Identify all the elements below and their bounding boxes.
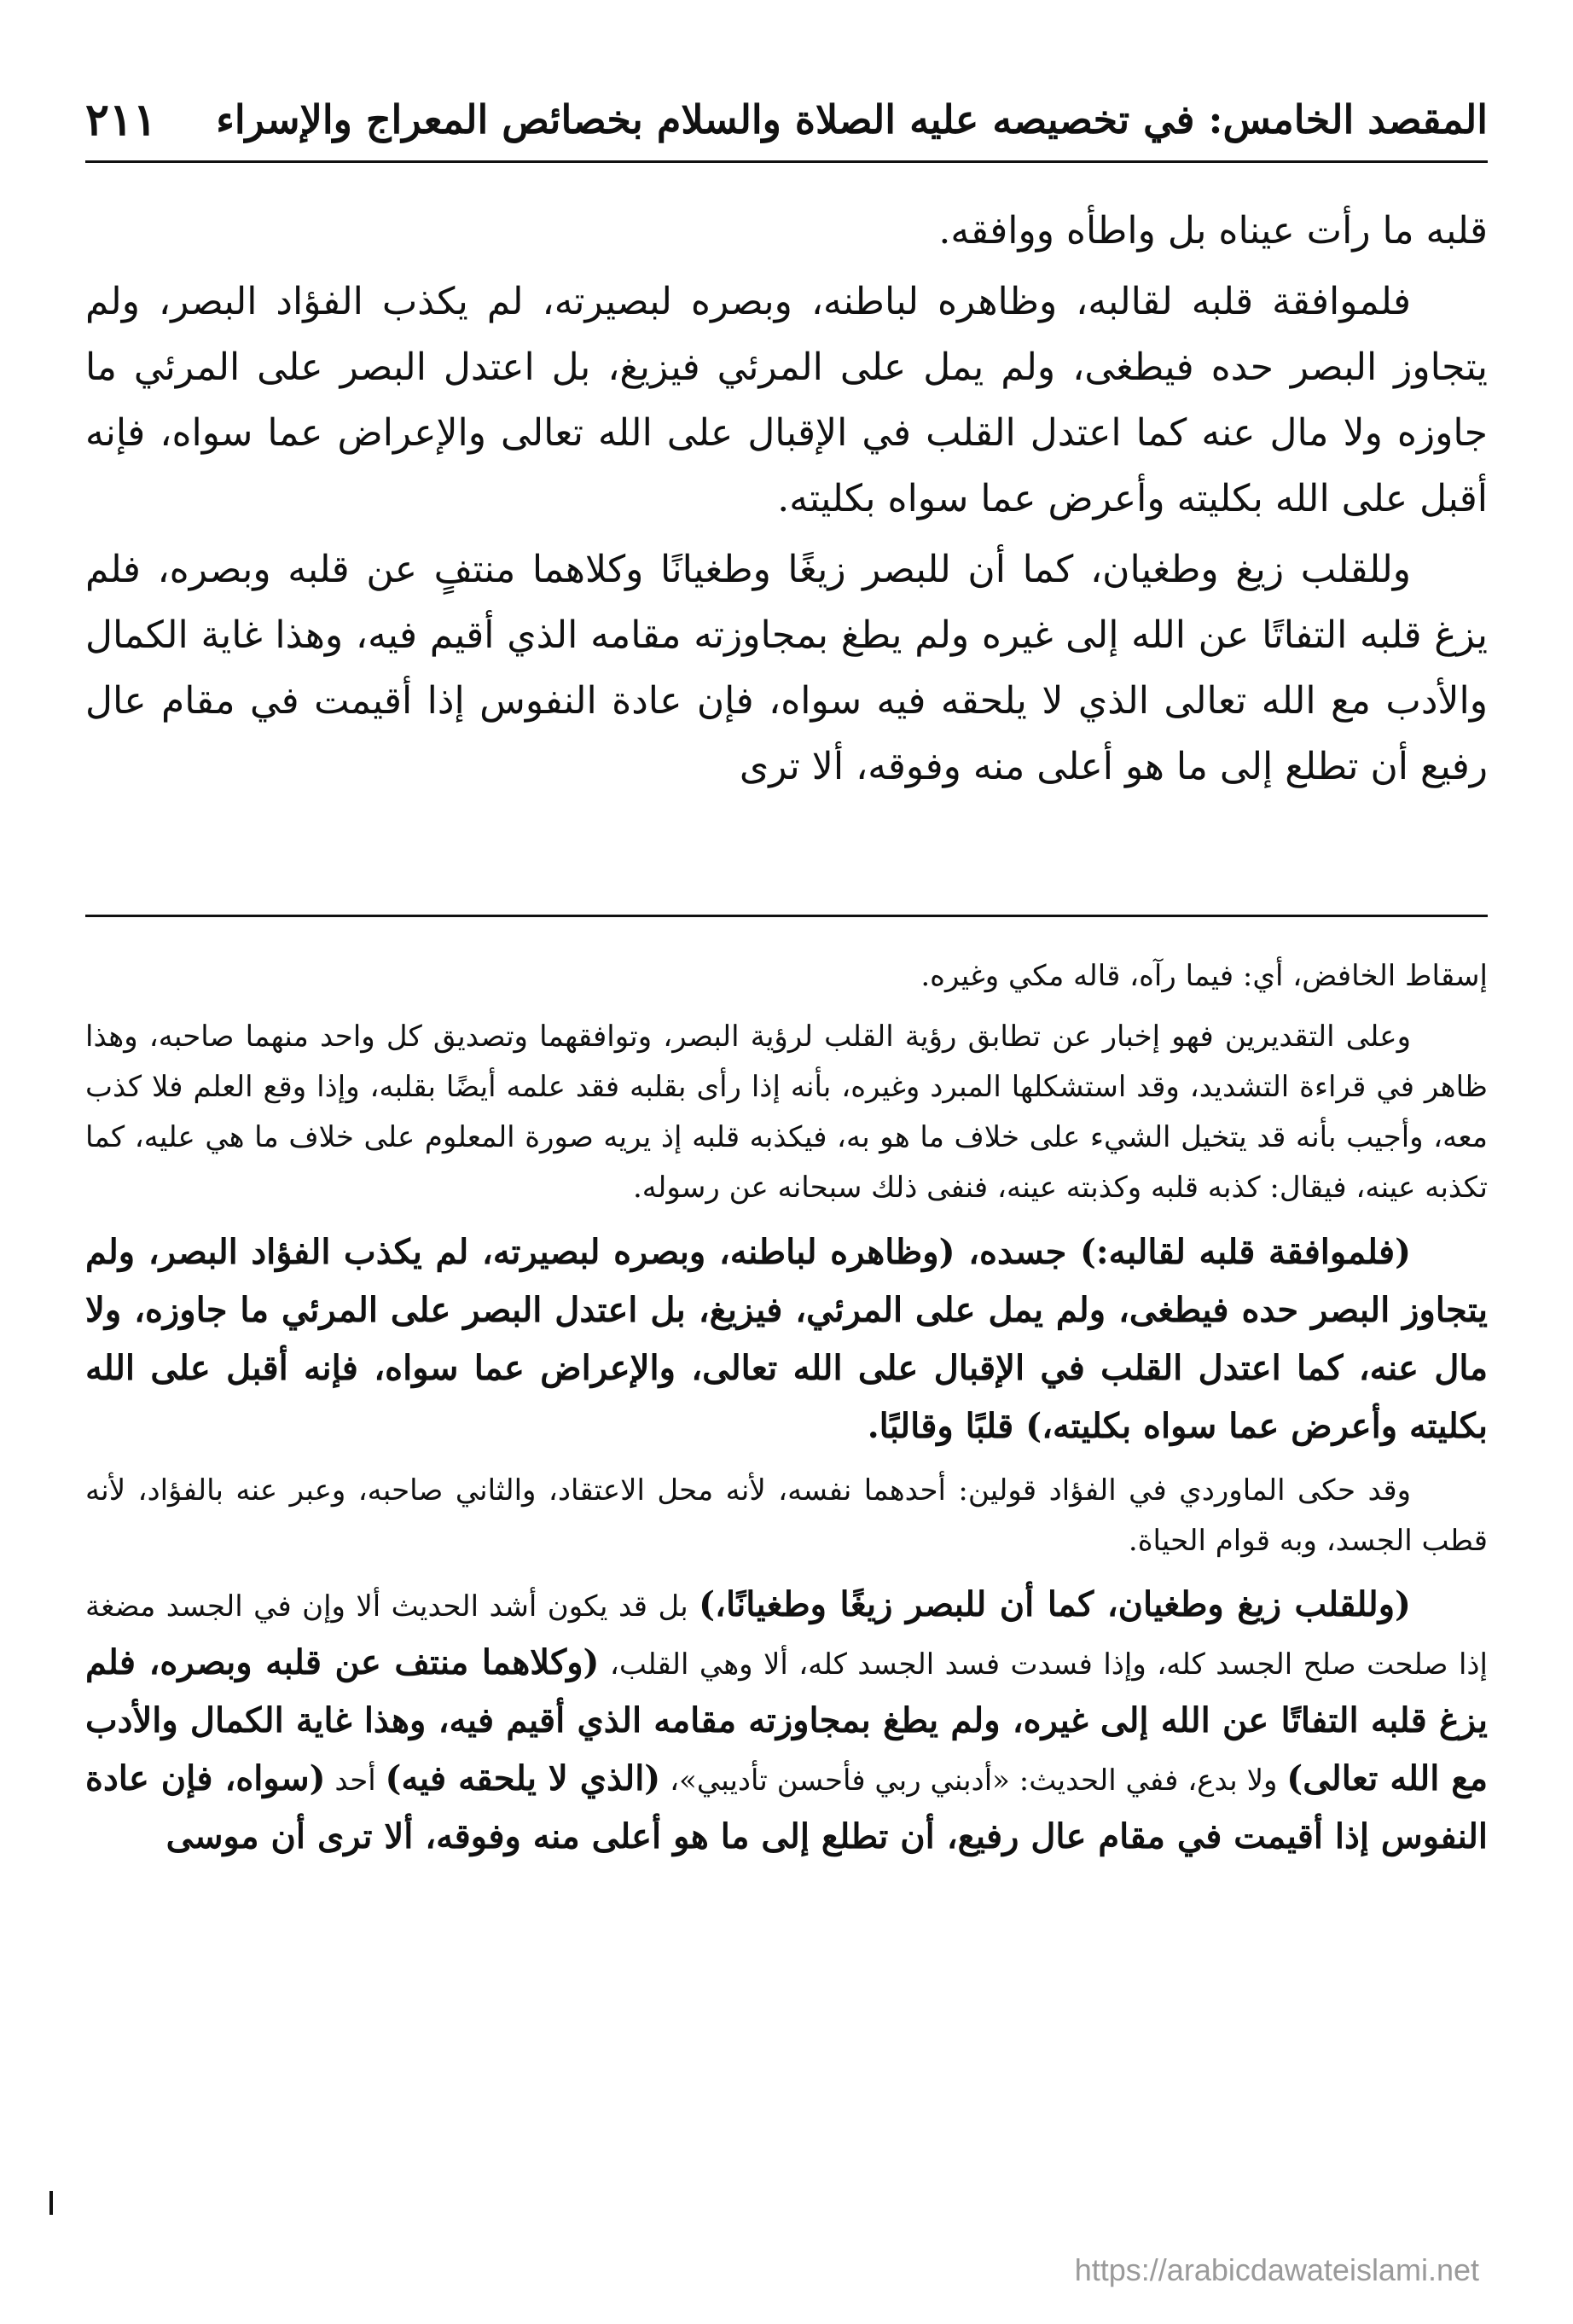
footnotes: [85, 951, 1488, 1877]
watermark-url: https://arabicdawateislami.net: [1074, 2252, 1479, 2287]
footnote-paragraph: إسقاط الخافض، أي: فيما رآه، قاله مكي وغيره.: [920, 959, 1488, 993]
commentary-text: أحد: [325, 1763, 386, 1798]
running-title: المقصد الخامس: في تخصيصه عليه الصلاة والسلام بخصائص المعراج والإسراء: [216, 96, 1488, 142]
main-paragraph: وللقلب زيغ وطغيان، كما أن للبصر زيغًا وطغيانًا وكلاهما منتفٍ عن قلبه وبصره، فلم يزغ قلبه التفاتًا عن الله إلى غيره ولم يطغ بمجاوزته مقامه الذي أقيم فيه، وهذا غاية الكمال والأدب مع الله تعالى الذي لا يلحقه فيه سواه، فإن عادة النفوس إذا أقيمت في مقام عال رفيع أن تطلع إلى ما هو أعلى منه وفوقه، ألا ترى: [85, 548, 1488, 788]
main-paragraph: فلموافقة قلبه لقالبه، وظاهره لباطنه، وبصره لبصيرته، لم يكذب الفؤاد البصر، ولم يتجاوز البصر حده فيطغى، ولم يمل على المرئي فيزيغ، بل اعتدل البصر على المرئي ما جاوزه ولا مال عنه كما اعتدل القلب في الإقبال على الله تعالى والإعراض عما سواه، فإنه أقبل على الله بكليته وأعرض عما سواه بكليته.: [85, 280, 1489, 520]
quoted-text: (سواه، فإن عادة النفوس إذا أقيمت في مقام عال رفيع، أن تطلع إلى ما هو أعلى منه وفوقه، ألا ترى أن موسى: [85, 1758, 1488, 1856]
footnote-paragraph: وقد حكى الماوردي في الفؤاد قولين: أحدهما نفسه، لأنه محل الاعتقاد، والثاني صاحبه، وعبر عنه بالفؤاد، لأنه قطب الجسد، وبه قوام الحياة.: [85, 1473, 1488, 1558]
margin-mark: [49, 2191, 53, 2215]
main-paragraph: قلبه ما رأت عيناه بل واطأه ووافقه.: [938, 209, 1488, 253]
commentary-text: ولا بدع، ففي الحديث: «أدبني ربي فأحسن تأديبي»،: [660, 1763, 1287, 1798]
page-number: ٢١١: [85, 93, 157, 146]
header-rule: [85, 160, 1488, 163]
footnote-rule: [85, 915, 1488, 917]
footnote-paragraph-bold: (فلموافقة قلبه لقالبه:) جسده، (وظاهره لباطنه، وبصره لبصيرته، لم يكذب الفؤاد البصر، ولم يتجاوز البصر حده فيطغى، ولم يمل على المرئي، فيزيغ، بل اعتدل البصر على المرئي ما جاوزه، ولا مال عنه، كما اعتدل القلب في الإقبال على الله تعالى، والإعراض عما سواه، فإنه أقبل على الله بكليته وأعرض عما سواه بكليته،) قلبًا وقالبًا.: [85, 1232, 1488, 1446]
main-text: [85, 198, 1488, 799]
quoted-text: (وكلاهما منتف عن قلبه وبصره، فلم يزغ قلبه التفاتًا عن الله إلى غيره، ولم يطغ بمجاوزته مقامه الذي أقيم فيه، وهذا غاية الكمال والأدب مع الله تعالى): [85, 1642, 1489, 1798]
page-header: [85, 85, 1488, 154]
commentary-text: بل قد يكون أشد الحديث ألا وإن في الجسد مضغة إذا صلحت صلح الجسد كله، وإذا فسدت فسد الجسد كله، ألا وهي القلب،: [85, 1589, 1488, 1682]
footnote-paragraph: وعلى التقديرين فهو إخبار عن تطابق رؤية القلب لرؤية البصر، وتوافقهما وتصديق كل واحد منهما صاحبه، وهذا ظاهر في قراءة التشديد، وقد استشكلها المبرد وغيره، بأنه إذا رأى بقلبه فقد علمه أيضًا بقلبه، وإذا وقع العلم فلا كذب معه، وأجيب بأنه قد يتخيل الشيء على خلاف ما هو به، فيكذبه قلبه إذ يريه صورة المعلوم على خلاف ما هي عليه، كما تكذبه عينه، فيقال: كذبه قلبه وكذبته عينه، فنفى ذلك سبحانه عن رسوله.: [85, 1020, 1488, 1205]
quoted-text: (وللقلب زيغ وطغيان، كما أن للبصر زيغًا وطغيانًا،): [699, 1584, 1411, 1624]
footnote-paragraph-mixed: [85, 1577, 1488, 1867]
quoted-text: (الذي لا يلحقه فيه): [385, 1758, 661, 1798]
